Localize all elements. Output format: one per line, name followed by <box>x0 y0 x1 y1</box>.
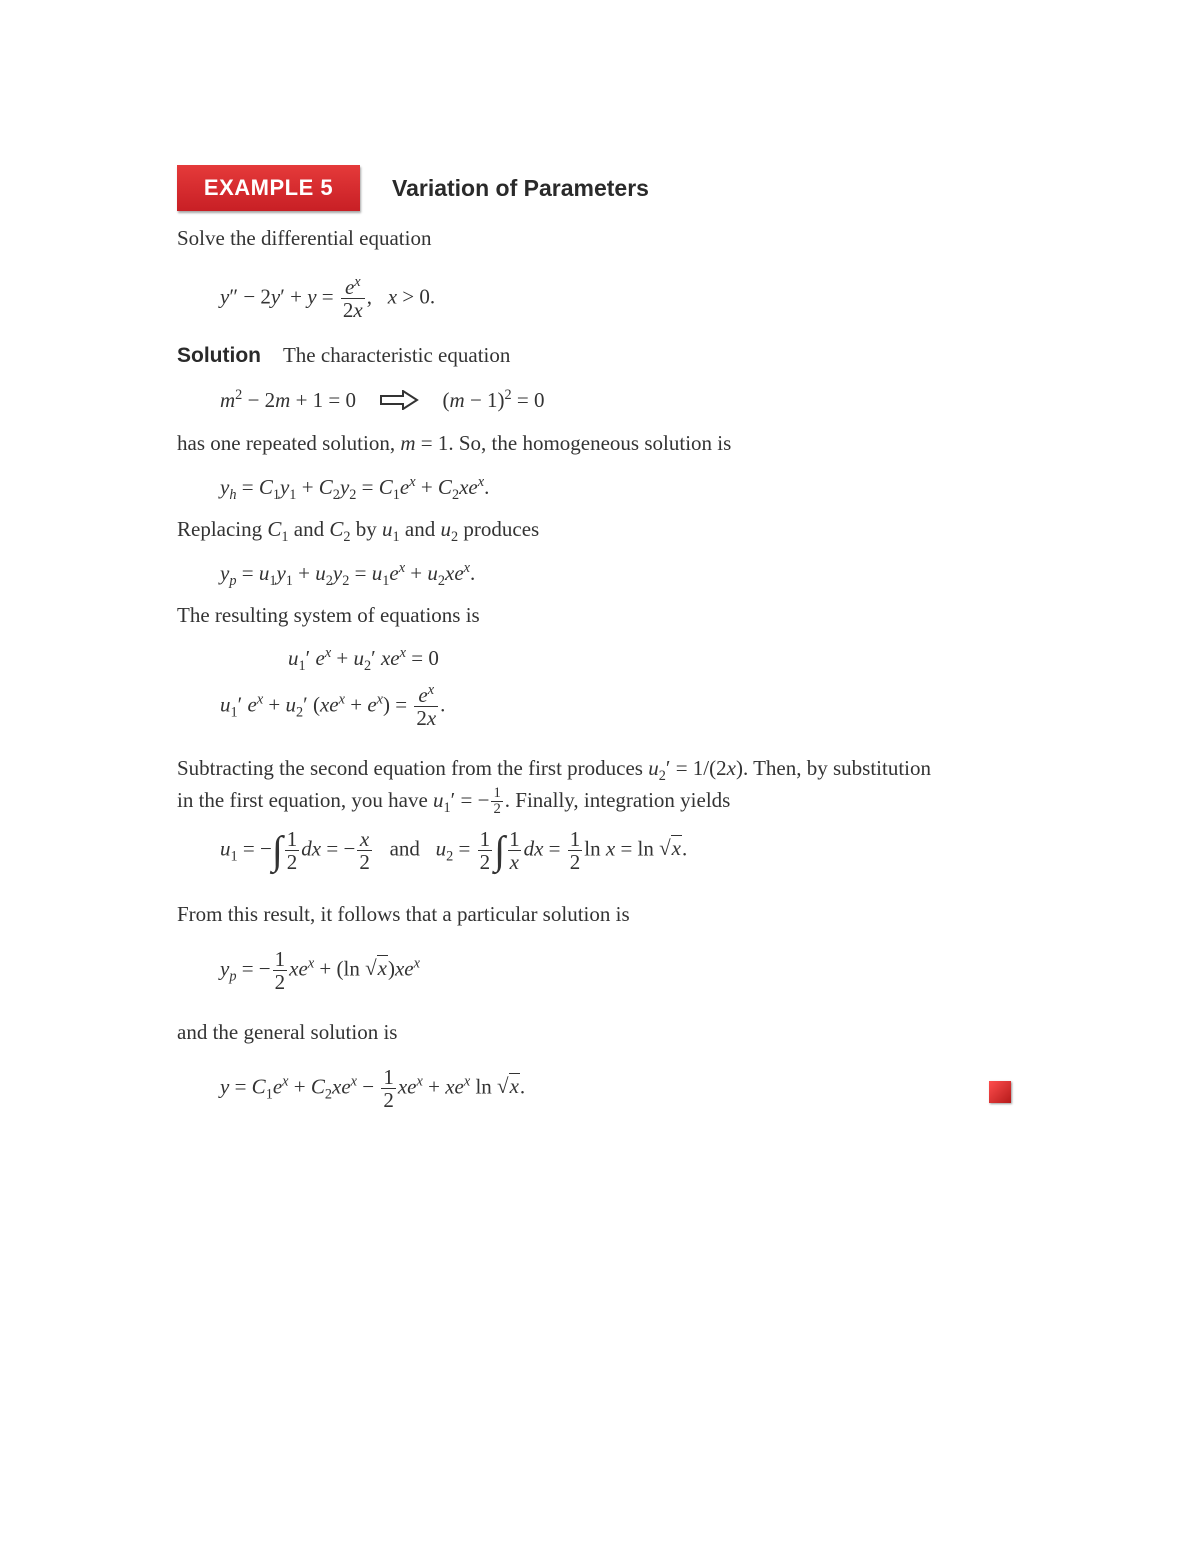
by-word: by <box>355 517 377 541</box>
general-text: and the general solution is <box>177 1020 398 1044</box>
produces-word: produces <box>463 517 540 541</box>
particular-solution: $y_p$ = − $\frac{1}{2}$ $xe^x + (\ln$ $√x)xe^x$ <box>220 947 420 995</box>
right-arrow-icon <box>379 390 419 414</box>
follows-text: From this result, it follows that a particular solution is <box>177 902 630 926</box>
end-of-example-square-icon <box>989 1081 1011 1103</box>
solution-label: Solution <box>177 344 261 367</box>
replacing-word: Replacing <box>177 517 263 541</box>
solution-intro: The characteristic equation <box>282 343 511 367</box>
characteristic-equation: $m^2 - 2m + 1 = 0$ $(m - 1)^2 = 0$ <box>220 390 545 414</box>
subtracting-text-2: in the first equation, you have <box>177 787 428 812</box>
integration-results: $u_1$ = −∫ $\frac{1}{2}$ dx = − $\frac{x}{2}$ and $u_2$ = $\frac{1}{2}$ ∫ $\frac{1}{x}$ dx = $\frac{1}{2}$ ln x = ln √x. <box>220 827 688 875</box>
and-word-2: and <box>404 517 436 541</box>
subtracting-text-line-2: in the first equation, you have $u_1'$ = − $\frac{1}{2}$ . Finally, integration yields <box>177 785 731 818</box>
general-solution: $y = C_1e^x + C_2xe^x$ − $\frac{1}{2}$ $xe^x + xe^x$ ln √x. <box>220 1065 526 1113</box>
and-word-1: and <box>293 517 325 541</box>
repeated-text-tail: = 1. So, the homogeneous solution is <box>420 431 732 455</box>
replacing-text: Replacing $C_1$ and $C_2$ by $u_1$ and $u_2$ produces <box>177 517 540 546</box>
subtracting-text-1-tail: . Then, by substitution <box>742 756 931 780</box>
system-text: The resulting system of equations is <box>177 603 480 627</box>
homogeneous-solution: $y_h = C_1y_1 + C_2y_2 = C_1e^x + C_2xe^x$. <box>220 474 490 504</box>
example-badge-label: EXAMPLE 5 <box>203 175 334 200</box>
subtracting-text-2-tail: . Finally, integration yields <box>504 787 731 812</box>
differential-equation: y″ − 2y′ + y = $\frac{e^x}{2x}$ , x > 0. <box>220 274 436 323</box>
and-word-3: and <box>389 836 420 861</box>
solution-line <box>177 344 510 368</box>
repeated-text: has one repeated solution, <box>177 431 396 455</box>
system-equation-2: $u_1'$ $e^x + u_2'$ $(xe^x + e^x)$ = $\frac{e^x}{2x}$ . <box>220 682 446 731</box>
example-badge <box>177 165 360 211</box>
intro-text: Solve the differential equation <box>177 226 432 250</box>
repeated-solution-text: has one repeated solution, m = 1. So, the homogeneous solution is <box>177 431 732 455</box>
subtracting-text-1: Subtracting the second equation from the first produces <box>177 756 643 780</box>
example-title: Variation of Parameters <box>392 175 649 201</box>
system-equation-1: $u_1'$ $e^x + u_2'$ $xe^x = 0$ <box>288 645 439 675</box>
subtracting-text-line-1: Subtracting the second equation from the first produces $u_2' = 1/(2x)$. Then, by substitution <box>177 756 931 785</box>
particular-form: $y_p = u_1y_1 + u_2y_2 = u_1e^x + u_2xe^x$. <box>220 560 476 590</box>
